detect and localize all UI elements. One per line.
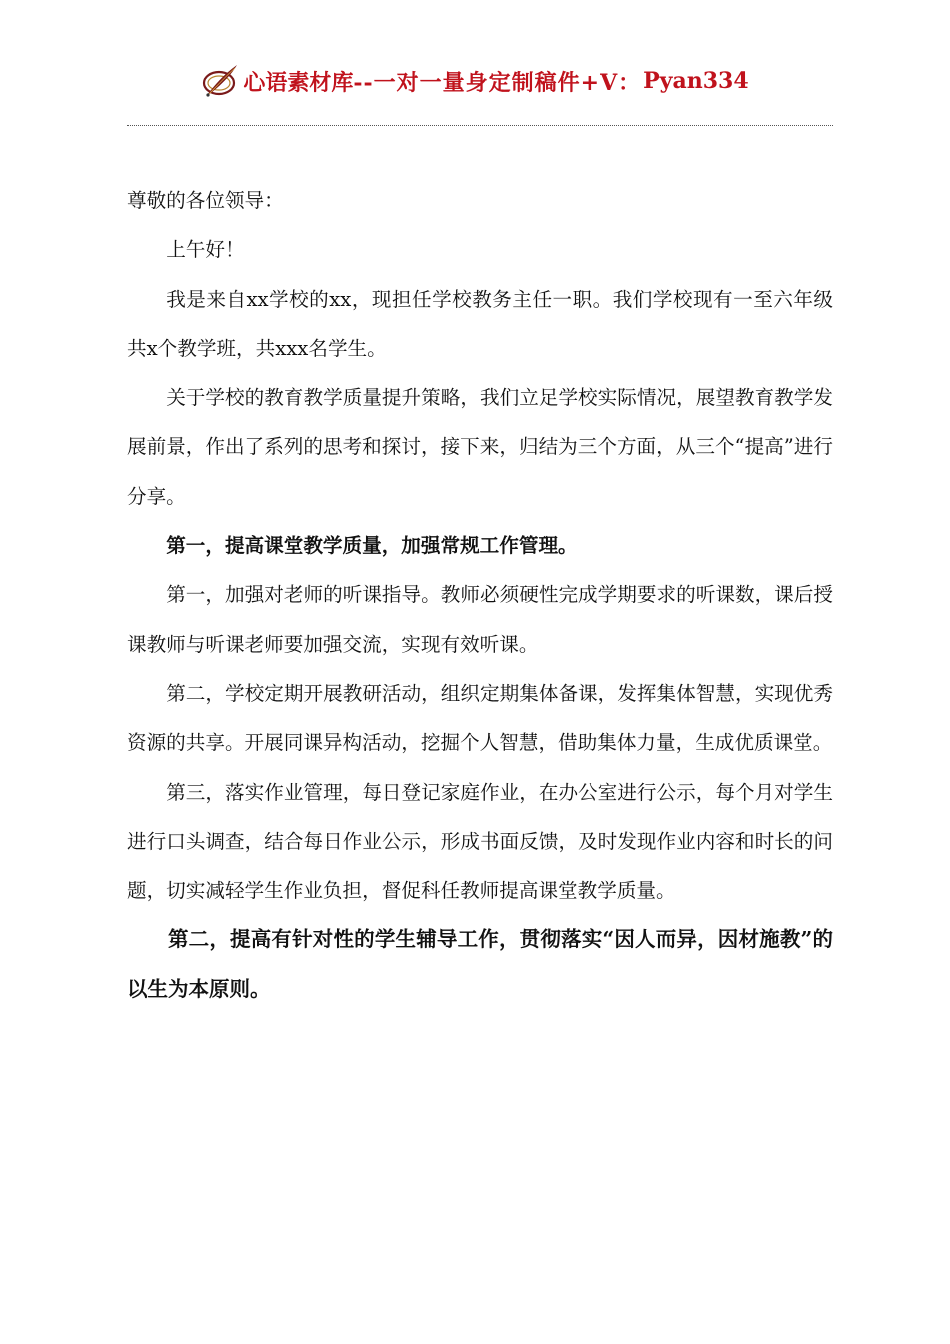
section-heading: 第二，提高有针对性的学生辅导工作，贯彻落实“因人而异，因材施教”的以生为本原则。 xyxy=(127,927,833,1001)
body-paragraph: 第二，学校定期开展教研活动，组织定期集体备课，发挥集体智慧，实现优秀资源的共享。开展同课异构活动，挖掘个人智慧，借助集体力量，生成优质课堂。 xyxy=(127,681,833,755)
quill-pen-logo-icon xyxy=(201,61,241,101)
body-paragraph: 第一，加强对老师的听课指导。教师必须硬性完成学期要求的听课数，课后授课教师与听课老师要加强交流，实现有效听课。 xyxy=(127,583,833,656)
header-tagline: --一对一量身定制稿件+V： xyxy=(353,69,642,96)
body-paragraph: 第三，落实作业管理，每日登记家庭作业，在办公室进行公示，每个月对学生进行口头调查，结合每日作业公示，形成书面反馈，及时发现作业内容和时长的问题，切实减轻学生作业负担，督促科任教师提高课堂教学质量。 xyxy=(127,780,833,903)
header-divider xyxy=(127,125,833,126)
page-header xyxy=(0,58,950,104)
section-heading: 第一，提高课堂教学质量，加强常规工作管理。 xyxy=(166,534,578,558)
body-paragraph: 我是来自xx学校的xx，现担任学校教务主任一职。我们学校现有一至六年级共x个教学班，共xxx名学生。 xyxy=(127,287,833,360)
document-body xyxy=(127,176,833,1014)
header-contact: Pyan334 xyxy=(643,68,749,94)
greeting: 上午好！ xyxy=(166,238,245,262)
salutation: 尊敬的各位领导： xyxy=(127,189,284,212)
body-paragraph: 关于学校的教育教学质量提升策略，我们立足学校实际情况，展望教育教学发展前景，作出了系列的思考和探讨，接下来，归结为三个方面，从三个“提高”进行分享。 xyxy=(127,386,833,508)
brand-name: 心语素材库 xyxy=(243,69,354,96)
